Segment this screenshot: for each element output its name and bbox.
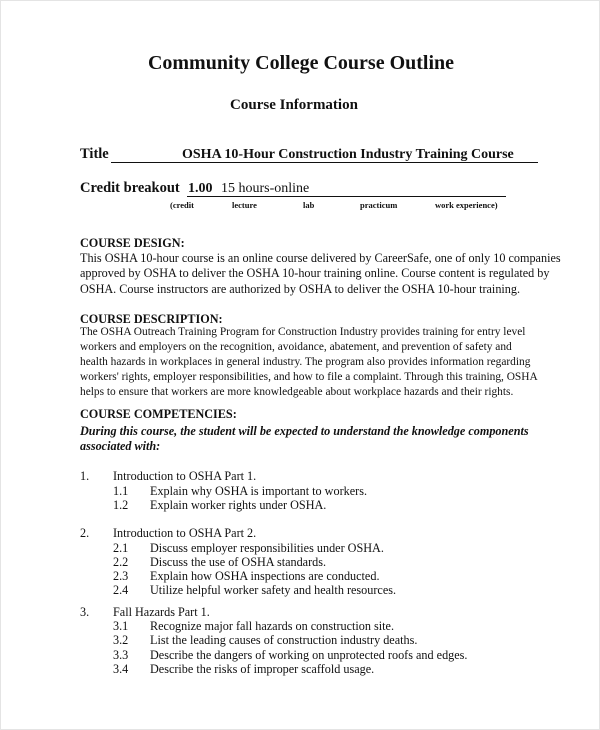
title-label: Title — [80, 146, 109, 162]
subitem-number: 2.1 — [113, 541, 129, 555]
subitem-text: Discuss the use of OSHA standards. — [150, 555, 327, 569]
credit-col-practicum: practicum — [360, 200, 398, 210]
item-title: Introduction to OSHA Part 1. — [113, 469, 257, 483]
design-heading: COURSE DESIGN: — [80, 236, 185, 250]
description-heading: COURSE DESCRIPTION: — [80, 312, 223, 326]
design-line: OSHA. Course instructors are authorized by OSHA to deliver the OSHA 10-hour training. — [80, 282, 521, 296]
design-line: This OSHA 10-hour course is an online course delivered by CareerSafe, one of only 10 companies — [80, 251, 561, 265]
item-title: Introduction to OSHA Part 2. — [113, 526, 257, 540]
credit-value: 1.00 — [188, 181, 213, 196]
subitem-number: 2.3 — [113, 569, 129, 583]
document-title: Community College Course Outline — [147, 52, 455, 74]
subitem-number: 1.2 — [113, 498, 129, 512]
item-number: 3. — [80, 605, 90, 619]
description-line: workers and employers on the recognition, avoidance, abatement, and prevention of safety and — [80, 341, 512, 353]
credit-col-lab: lab — [303, 200, 315, 210]
credit-hours: 15 hours-online — [221, 181, 310, 196]
subitem-text: Explain how OSHA inspections are conducted. — [150, 569, 380, 583]
credit-col-work-experience: work experience) — [435, 200, 498, 210]
subitem-number: 3.2 — [113, 633, 129, 647]
subitem-text: Describe the dangers of working on unprotected roofs and edges. — [150, 648, 468, 662]
description-line: helps to ensure that workers are more knowledgeable about workplace hazards and their rights. — [80, 386, 514, 398]
subitem-number: 1.1 — [113, 484, 129, 498]
competencies-intro: During this course, the student will be expected to understand the knowledge components — [80, 424, 529, 438]
subitem-text: Recognize major fall hazards on construction site. — [150, 619, 395, 633]
subitem-text: Explain worker rights under OSHA. — [150, 498, 327, 512]
subitem-text: Utilize helpful worker safety and health resources. — [150, 583, 397, 597]
subitem-number: 3.4 — [113, 662, 129, 676]
competencies-intro: associated with: — [80, 439, 161, 453]
subitem-text: Describe the risks of improper scaffold usage. — [150, 662, 375, 676]
subitem-number: 3.3 — [113, 648, 129, 662]
subitem-text: List the leading causes of construction industry deaths. — [150, 633, 418, 647]
credit-col-lecture: lecture — [232, 200, 257, 210]
description-line: workers' rights, employer responsibilities, and how to file a complaint. Through this training, OSHA — [80, 371, 538, 383]
subitem-number: 2.4 — [113, 583, 129, 597]
subitem-number: 3.1 — [113, 619, 129, 633]
item-title: Fall Hazards Part 1. — [113, 605, 210, 619]
subitem-text: Explain why OSHA is important to workers. — [150, 484, 367, 498]
competencies-heading: COURSE COMPETENCIES: — [80, 407, 237, 421]
credit-col-credit: (credit — [170, 200, 194, 210]
credit-label: Credit breakout — [80, 180, 180, 196]
design-line: approved by OSHA to deliver the OSHA 10-hour training online. Course content is regulated by — [80, 266, 550, 280]
item-number: 1. — [80, 469, 90, 483]
title-value: OSHA 10-Hour Construction Industry Training Course — [182, 147, 514, 162]
subitem-number: 2.2 — [113, 555, 129, 569]
description-line: The OSHA Outreach Training Program for Construction Industry provides training for entry level — [80, 326, 526, 338]
description-line: health hazards in workplaces in general industry. The program also provides information regarding — [80, 356, 531, 368]
subitem-text: Discuss employer responsibilities under OSHA. — [150, 541, 384, 555]
section-title: Course Information — [230, 97, 358, 113]
item-number: 2. — [80, 526, 90, 540]
